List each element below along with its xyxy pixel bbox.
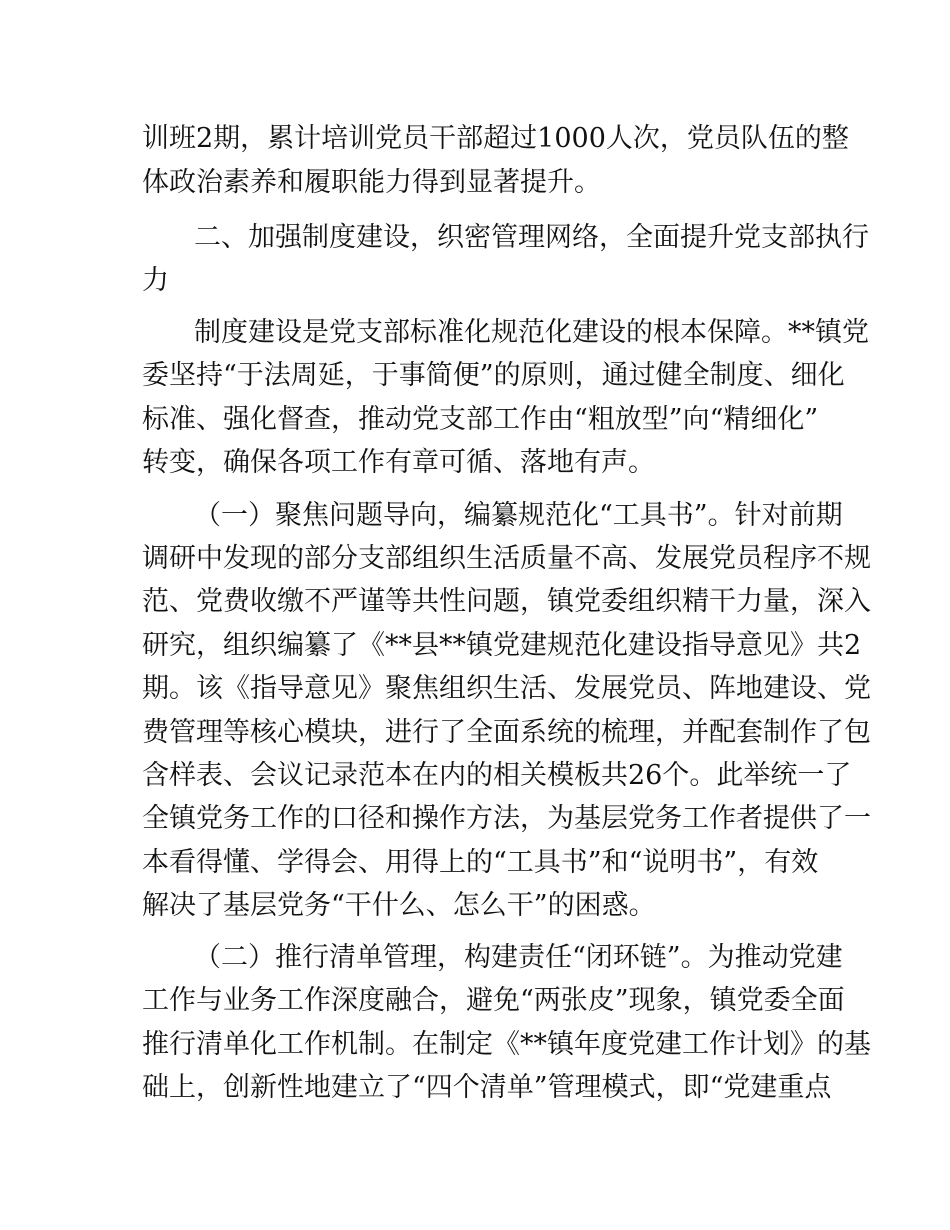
body-text-line: 体政治素养和履职能力得到显著提升。: [142, 167, 601, 198]
body-text-line: 费管理等核心模块，进行了全面系统的梳理，并配套制作了包: [142, 717, 871, 748]
body-text-line: 础上，创新性地建立了“四个清单”管理模式，即“党建重点: [142, 1072, 832, 1103]
body-text-line: 工作与业务工作深度融合，避免“两张皮”现象，镇党委全面: [142, 985, 845, 1016]
body-text-line: 标准、强化督查，推动党支部工作由“粗放型”向“精细化”: [142, 404, 819, 435]
body-text-line: 本看得懂、学得会、用得上的“工具书”和“说明书”，有效: [142, 847, 819, 878]
body-text-line: 解决了基层党务“干什么、怎么干”的困惑。: [142, 890, 656, 921]
body-text-line: 制度建设是党支部标准化规范化建设的根本保障。**镇党: [194, 317, 869, 348]
body-text-line: 委坚持“于法周延，于事简便”的原则，通过健全制度、细化: [142, 360, 845, 391]
body-text-line: 训班2期，累计培训党员干部超过1000人次，党员队伍的整: [142, 123, 849, 154]
section-heading-line: 二、加强制度建设，织密管理网络，全面提升党支部执行: [194, 222, 869, 253]
body-text-line: 含样表、会议记录范本在内的相关模板共26个。此举统一了: [142, 760, 852, 791]
section-heading-line: 力: [142, 265, 169, 296]
body-text-line: 转变，确保各项工作有章可循、落地有声。: [142, 447, 655, 478]
body-text-line: 调研中发现的部分支部组织生活质量不高、发展党员程序不规: [142, 543, 871, 574]
subsection-line: （一）聚焦问题导向，编纂规范化“工具书”。针对前期: [194, 500, 843, 531]
subsection-line: （二）推行清单管理，构建责任“闭环链”。为推动党建: [194, 942, 843, 973]
body-text-line: 全镇党务工作的口径和操作方法，为基层党务工作者提供了一: [142, 803, 871, 834]
body-text-line: 期。该《指导意见》聚焦组织生活、发展党员、阵地建设、党: [142, 673, 871, 704]
body-text-line: 研究，组织编纂了《**县**镇党建规范化建设指导意见》共2: [142, 630, 862, 661]
body-text-line: 推行清单化工作机制。在制定《**镇年度党建工作计划》的基: [142, 1029, 871, 1060]
body-text-line: 范、党费收缴不严谨等共性问题，镇党委组织精干力量，深入: [142, 586, 871, 617]
